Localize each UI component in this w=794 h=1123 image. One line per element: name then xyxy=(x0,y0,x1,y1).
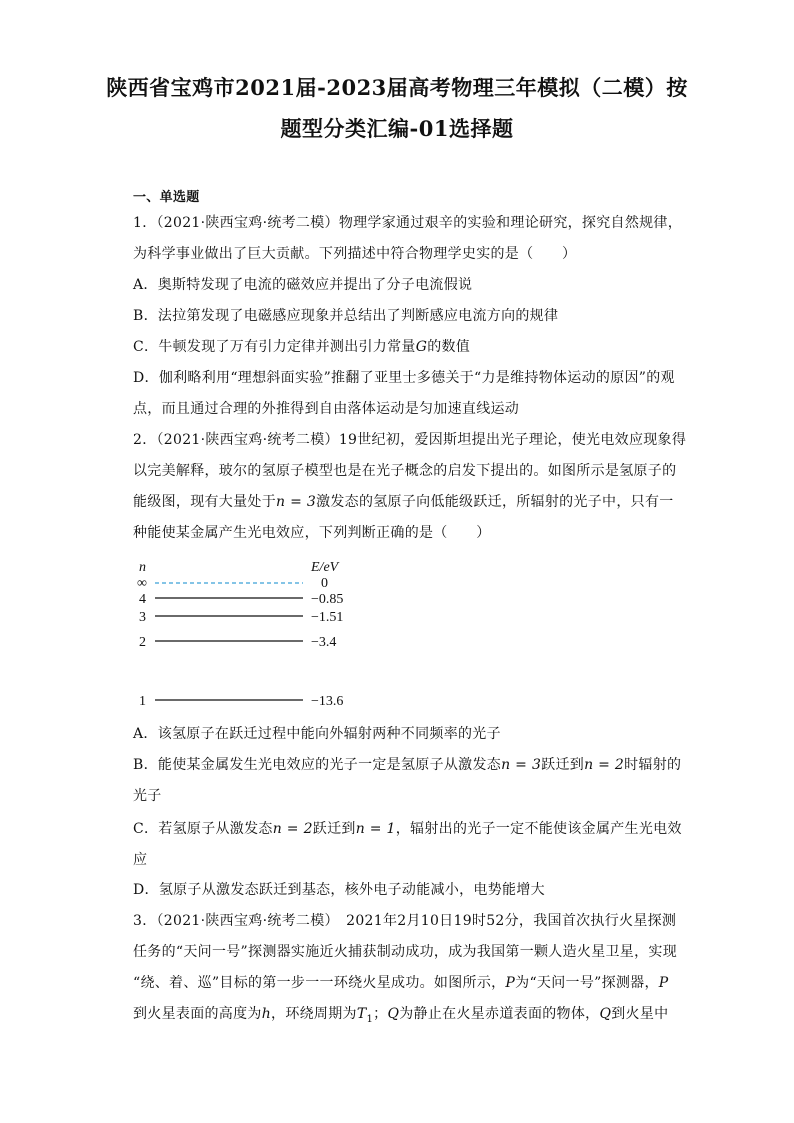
q2-stem-line-2: 以完美解释，玻尔的氢原子模型也是在光子概念的启发下提出的。如图所示是氢原子的 xyxy=(133,463,677,479)
energy-axis-header: E/eV xyxy=(311,560,339,575)
q2-stem-line-1: 2．（2021·陕西宝鸡·统考二模）19世纪初，爱因斯坦提出光子理论，使光电效应现象得 xyxy=(133,432,687,448)
q1-option-d-line-1: D．伽利略利用“理想斜面实验”推翻了亚里士多德关于“力是维持物体运动的原因”的观 xyxy=(133,370,675,386)
q1-option-c: C．牛顿发现了万有引力定律并测出引力常量G的数值 xyxy=(133,339,471,355)
level-energy-3: −1.51 xyxy=(311,610,344,625)
level-energy-infinity: 0 xyxy=(321,576,328,591)
level-n-1: 1 xyxy=(139,694,146,709)
q1-stem-line-2: 为科学事业做出了巨大贡献。下列描述中符合物理学史实的是（ ） xyxy=(133,246,577,262)
level-n-infinity: ∞ xyxy=(137,576,147,591)
document-title-line-1: 陕西省宝鸡市2021届-2023届高考物理三年模拟（二模）按 xyxy=(106,75,688,100)
q1-option-d-line-2: 点，而且通过合理的外推得到自由落体运动是匀加速直线运动 xyxy=(133,401,520,417)
level-n-4: 4 xyxy=(139,592,146,607)
section-heading: 一、单选题 xyxy=(133,190,200,205)
symbol-g: G xyxy=(415,339,428,355)
q3-stem-line-4: 到火星表面的高度为h，环绕周期为$T_1$；Q为静止在火星赤道表面的物体，Q到火星中 xyxy=(133,1006,669,1025)
q1-option-a: A．奥斯特发现了电流的磁效应并提出了分子电流假说 xyxy=(133,277,473,293)
level-energy-1: −13.6 xyxy=(311,694,344,709)
n-axis-header: n xyxy=(139,560,146,575)
q1-option-b: B．法拉第发现了电磁感应现象并总结出了判断感应电流方向的规律 xyxy=(133,308,559,324)
q3-stem-line-2: 任务的“天问一号”探测器实施近火捕获制动成功，成为我国第一颗人造火星卫星，实现 xyxy=(133,944,678,960)
level-energy-2: −3.4 xyxy=(311,635,337,650)
level-energy-4: −0.85 xyxy=(311,592,344,607)
q1-stem-line-1: 1．（2021·陕西宝鸡·统考二模）物理学家通过艰辛的实验和理论研究，探究自然规律， xyxy=(133,215,683,231)
q2-option-c-line-2: 应 xyxy=(133,852,148,868)
q3-stem-line-1: 3．（2021·陕西宝鸡·统考二模） 2021年2月10日19时52分，我国首次执行火星探测 xyxy=(133,913,677,929)
energy-level-diagram xyxy=(133,557,373,709)
document-title-line-2: 题型分类汇编-01选择题 xyxy=(280,116,514,141)
q2-option-b-line-2: 光子 xyxy=(133,788,162,804)
q2-option-b-line-1: B．能使某金属发生光电效应的光子一定是氢原子从激发态n = 3跃迁到n = 2时辐射的 xyxy=(133,757,682,773)
level-n-3: 3 xyxy=(139,610,146,625)
q2-stem-line-3: 能级图，现有大量处于n = 3激发态的氢原子向低能级跃迁，所辐射的光子中，只有一 xyxy=(133,494,674,510)
q3-stem-line-3: “绕、着、巡”目标的第一步一一环绕火星成功。如图所示，P为“天问一号”探测器，P xyxy=(133,975,669,991)
q2-stem-line-4: 种能使某金属产生光电效应，下列判断正确的是（ ） xyxy=(133,525,491,541)
q2-option-a: A．该氢原子在跃迁过程中能向外辐射两种不同频率的光子 xyxy=(133,726,501,742)
q2-option-c-line-1: C．若氢原子从激发态n = 2跃迁到n = 1，辐射出的光子一定不能使该金属产生光电效 xyxy=(133,821,682,837)
level-n-2: 2 xyxy=(139,635,146,650)
q2-option-d: D．氢原子从激发态跃迁到基态，核外电子动能减小，电势能增大 xyxy=(133,882,545,898)
